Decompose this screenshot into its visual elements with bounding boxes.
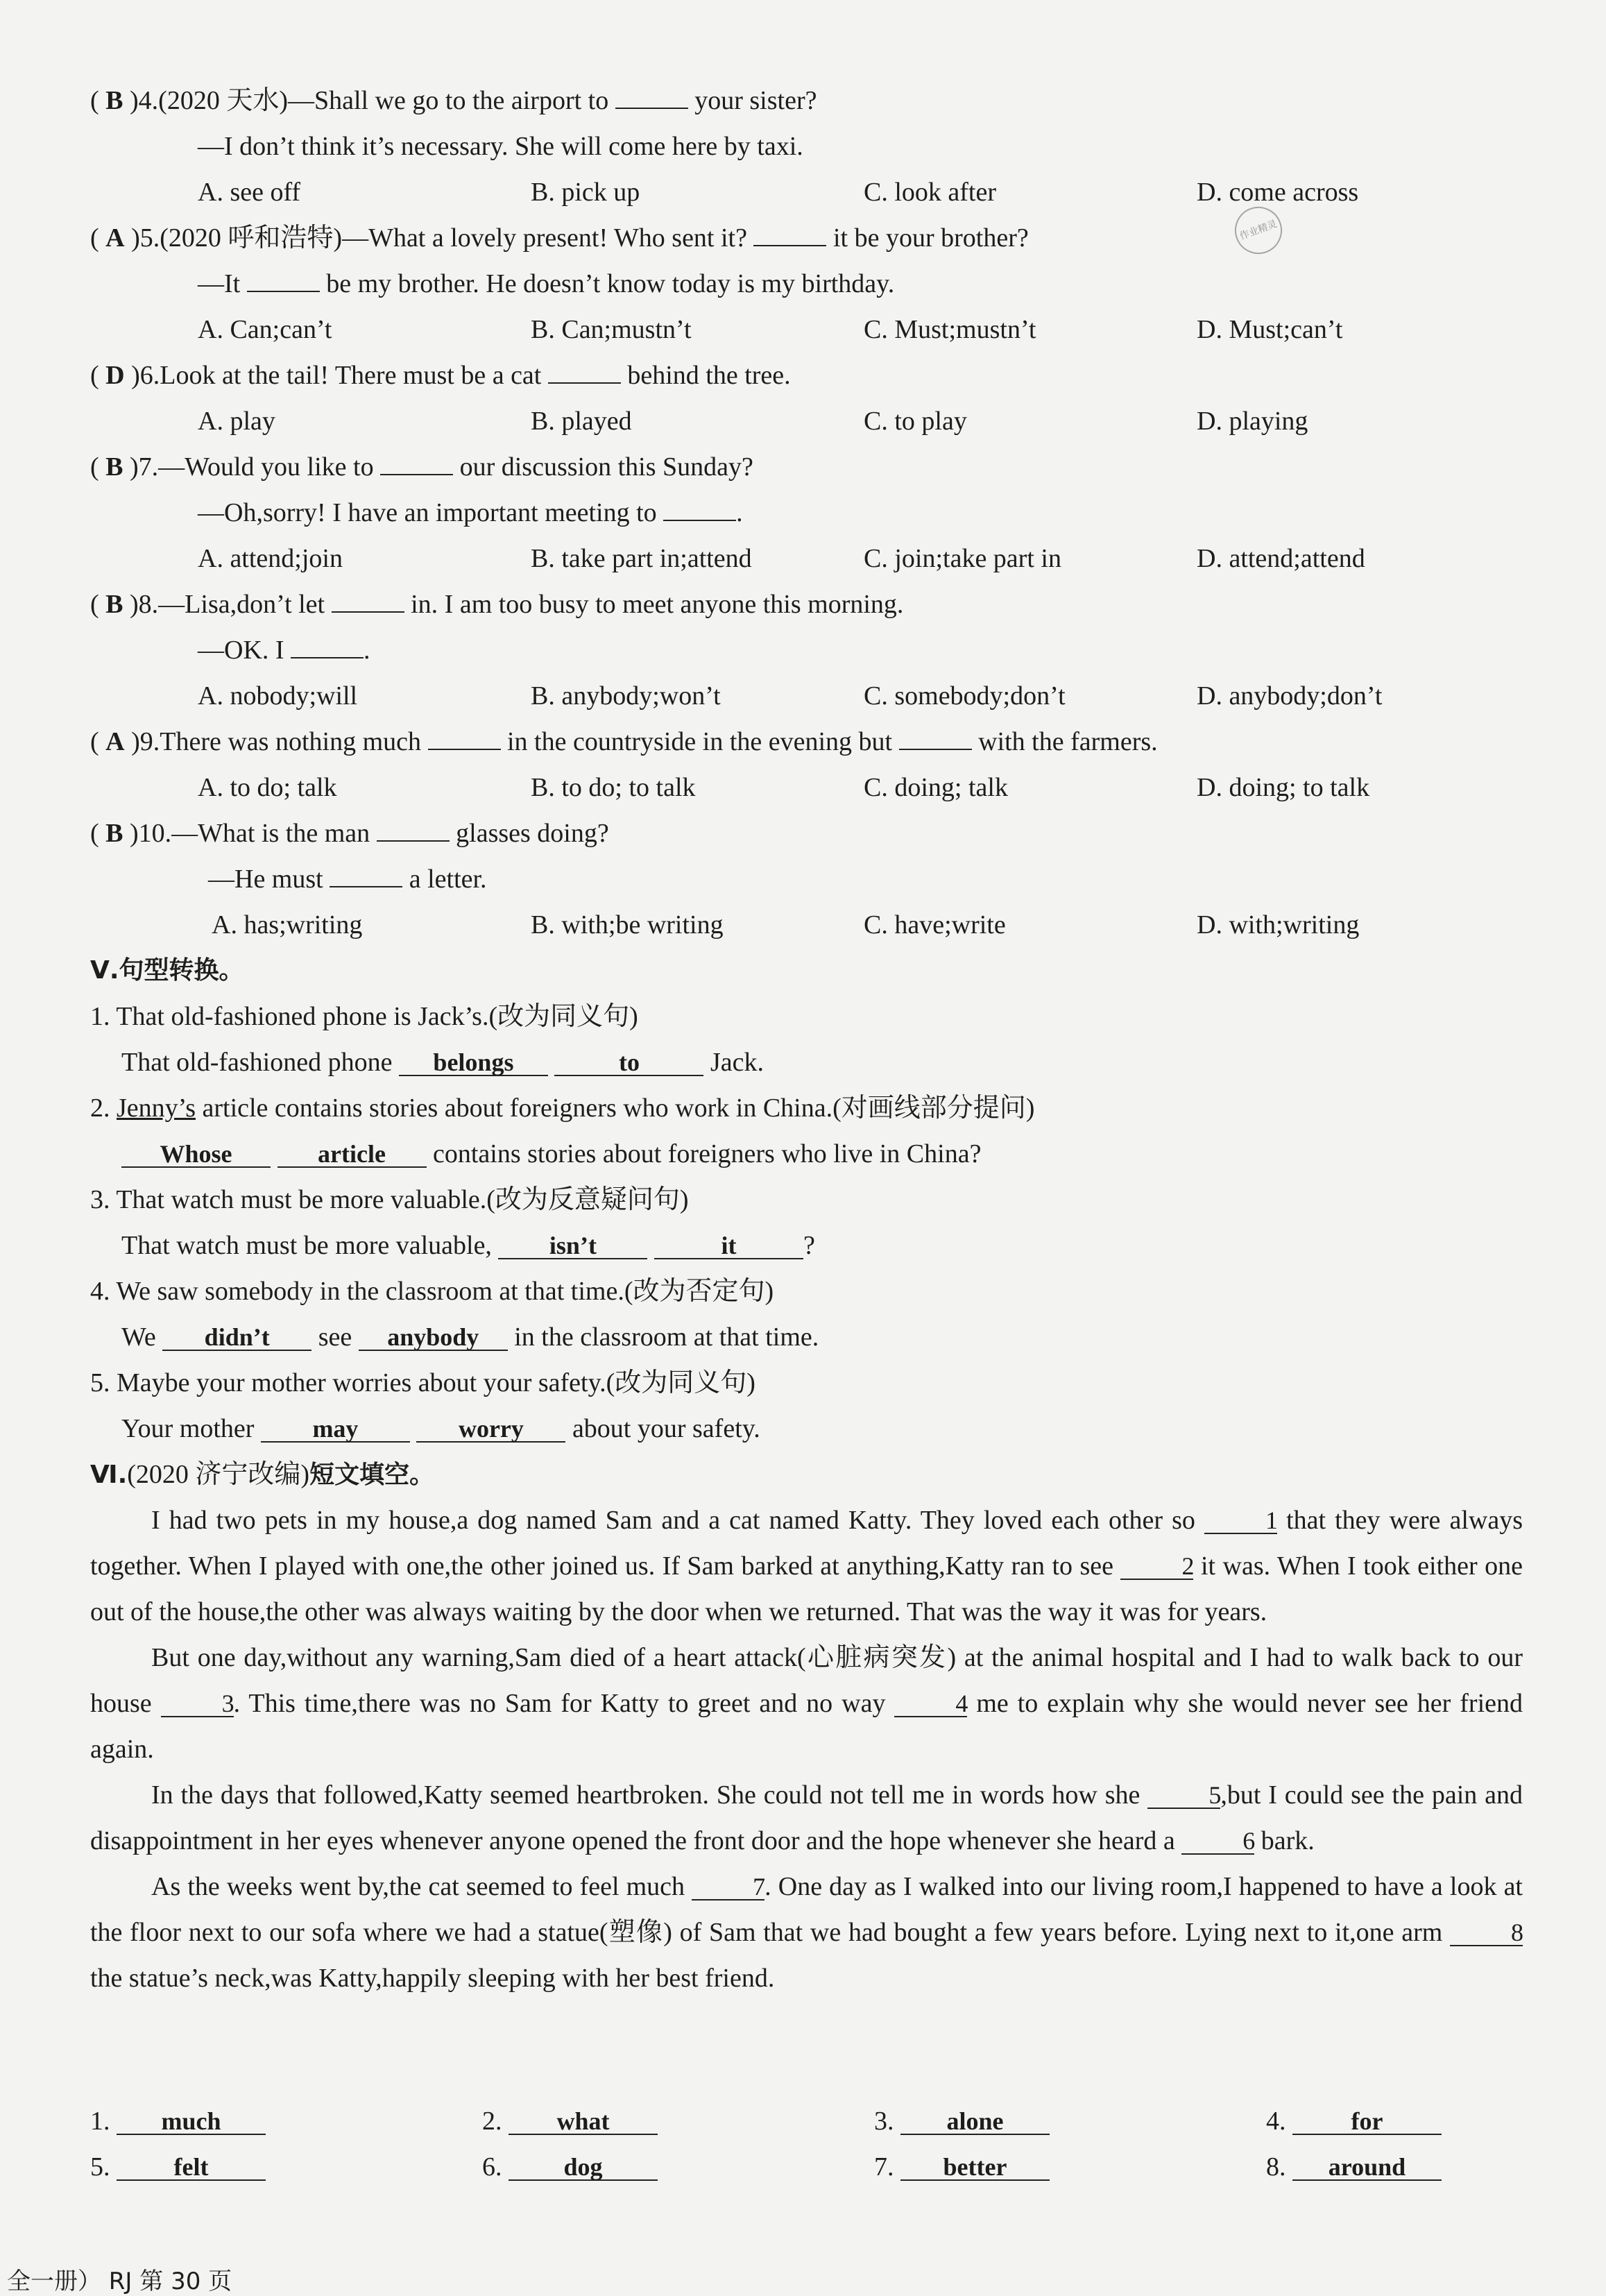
- answer-blank: for: [1292, 2106, 1442, 2135]
- question-10-options: [212, 902, 1523, 948]
- option-a: A. attend;join: [198, 544, 343, 573]
- answer-cell: 8. around: [1266, 2144, 1442, 2190]
- option-d: D. anybody;don’t: [1197, 681, 1383, 711]
- answer-blank: anybody: [359, 1322, 508, 1351]
- question-4: ( B )4.(2020 天水)—Shall we go to the airport to your sister?: [90, 78, 1523, 124]
- numbered-blank: 1: [1204, 1505, 1277, 1534]
- numbered-blank: 3: [161, 1688, 234, 1717]
- answers-row-2: [90, 2144, 1523, 2190]
- passage-paragraph: I had two pets in my house,a dog named Sam and a cat named Katty. They loved each other so 1 that they were always together. When I played with one,the other joined us. If Sam barked at anything,Katty ran to see 2 it was. When I took either one out of the house,the other was always waiting by the door when we returned. That was the way it was for years.: [90, 1506, 1523, 1626]
- question-10: ( B )10.—What is the man glasses doing?: [90, 810, 1523, 856]
- answer-cell: 5. felt: [90, 2144, 266, 2190]
- answer-blank: didn’t: [162, 1322, 311, 1351]
- question-7-options: [198, 536, 1523, 581]
- option-d: D. attend;attend: [1197, 544, 1365, 573]
- answer-cell: 1. much: [90, 2098, 266, 2144]
- answer-blank: alone: [900, 2106, 1050, 2135]
- option-a: A. has;writing: [212, 910, 363, 939]
- answer-blank: Whose: [121, 1139, 271, 1168]
- answer-blank: worry: [416, 1413, 565, 1443]
- question-4-options: [198, 169, 1523, 215]
- answer-letter: B: [105, 819, 123, 848]
- blank: [380, 446, 453, 475]
- option-c: C. doing; talk: [864, 773, 1008, 802]
- option-c: C. Must;mustn’t: [864, 315, 1036, 344]
- rewrite-1-answer: That old-fashioned phone belongs to Jack.: [121, 1048, 764, 1077]
- answer-blank: may: [261, 1413, 410, 1443]
- numbered-blank: 2: [1120, 1551, 1193, 1580]
- blank: [291, 629, 364, 658]
- answer-blank: it: [654, 1230, 803, 1259]
- underlined-phrase: Jenny’s: [117, 1094, 196, 1123]
- answer-blank: around: [1292, 2152, 1442, 2181]
- blank: [247, 263, 320, 292]
- numbered-blank: 7: [692, 1871, 764, 1900]
- option-b: B. anybody;won’t: [531, 681, 721, 711]
- answer-blank: isn’t: [498, 1230, 647, 1259]
- answer-letter: D: [105, 361, 125, 390]
- rewrite-4-question: 4. We saw somebody in the classroom at that time.(改为否定句): [90, 1277, 774, 1306]
- question-9: ( A )9.There was nothing much in the countryside in the evening but with the farmers.: [90, 719, 1523, 765]
- passage-paragraph: In the days that followed,Katty seemed heartbroken. She could not tell me in words how she 5,but I could see the pain and disappointment in her eyes whenever anyone opened the front door and the hope whenever she heard a 6 bark.: [90, 1780, 1523, 1855]
- option-b: B. take part in;attend: [531, 544, 752, 573]
- answer-blank: dog: [509, 2152, 658, 2181]
- blank: [332, 584, 404, 613]
- numbered-blank: 8: [1450, 1917, 1523, 1946]
- answer-blank: much: [117, 2106, 266, 2135]
- option-c: C. to play: [864, 407, 967, 436]
- answer-letter: B: [105, 590, 123, 619]
- answer-blank: better: [900, 2152, 1050, 2181]
- option-b: B. Can;mustn’t: [531, 315, 692, 344]
- rewrite-1-question: 1. That old-fashioned phone is Jack’s.(改为同义句): [90, 1002, 638, 1031]
- option-a: A. play: [198, 407, 275, 436]
- option-c: C. join;take part in: [864, 544, 1061, 573]
- answer-cell: 3. alone: [874, 2098, 1050, 2144]
- option-c: C. look after: [864, 178, 997, 207]
- answer-cell: 4. for: [1266, 2098, 1442, 2144]
- question-10-line2: —He must a letter.: [208, 856, 1523, 902]
- question-5-options: [198, 307, 1523, 352]
- option-a: A. Can;can’t: [198, 315, 332, 344]
- passage-paragraph: But one day,without any warning,Sam died of a heart attack(心脏病突发) at the animal hospital and I had to walk back to our house 3. This time,there was no Sam for Katty to greet and no way 4 me to explain why she would never see her friend again.: [90, 1643, 1523, 1764]
- question-6: ( D )6.Look at the tail! There must be a cat behind the tree.: [90, 352, 1523, 398]
- blank: [548, 355, 621, 384]
- option-d: D. Must;can’t: [1197, 315, 1343, 344]
- answer-cell: 7. better: [874, 2144, 1050, 2190]
- option-b: B. pick up: [531, 178, 640, 207]
- option-b: B. to do; to talk: [531, 773, 696, 802]
- blank: [428, 721, 501, 750]
- rewrite-2-answer: Whose article contains stories about foreigners who live in China?: [121, 1131, 1523, 1177]
- section-5-title: Ⅴ.句型转换。: [90, 956, 244, 985]
- answer-blank: what: [509, 2106, 658, 2135]
- rewrite-4-answer: We didn’t see anybody in the classroom at that time.: [121, 1323, 819, 1352]
- numbered-blank: 5: [1147, 1780, 1220, 1809]
- stamp-seal: 作业精灵: [1228, 200, 1288, 260]
- rewrite-3-question: 3. That watch must be more valuable.(改为反意疑问句): [90, 1185, 689, 1214]
- passage: [90, 1497, 1523, 2001]
- option-a: A. nobody;will: [198, 681, 358, 711]
- answer-cell: 6. dog: [482, 2144, 658, 2190]
- answer-letter: B: [105, 86, 123, 115]
- answers-row-1: [90, 2098, 1523, 2144]
- option-a: A. see off: [198, 178, 301, 207]
- blank: [663, 492, 736, 521]
- rewrite-5-answer: Your mother may worry about your safety.: [121, 1414, 760, 1443]
- question-9-options: [198, 765, 1523, 810]
- answer-letter: B: [105, 452, 123, 482]
- rewrite-3-answer: That watch must be more valuable, isn’t it ?: [121, 1231, 815, 1260]
- answer-cell: 2. what: [482, 2098, 658, 2144]
- option-d: D. playing: [1197, 407, 1308, 436]
- question-8: ( B )8.—Lisa,don’t let in. I am too busy to meet anyone this morning.: [90, 581, 1523, 627]
- numbered-blank: 4: [894, 1688, 967, 1717]
- page-footer: 全一册） RJ 第 30 页: [7, 2268, 232, 2295]
- blank: [330, 858, 402, 887]
- section-6-title: Ⅵ.(2020 济宁改编)短文填空。: [90, 1460, 435, 1489]
- answer-blank: article: [277, 1139, 427, 1168]
- option-d: D. with;writing: [1197, 910, 1360, 939]
- option-c: C. somebody;don’t: [864, 681, 1066, 711]
- blank: [753, 217, 826, 246]
- option-a: A. to do; talk: [198, 773, 337, 802]
- question-4-line2: —I don’t think it’s necessary. She will come here by taxi.: [198, 132, 803, 161]
- option-b: B. played: [531, 407, 632, 436]
- numbered-blank: 6: [1181, 1826, 1254, 1855]
- question-7-line2: —Oh,sorry! I have an important meeting to .: [198, 490, 1523, 536]
- passage-paragraph: As the weeks went by,the cat seemed to feel much 7. One day as I walked into our living room,I happened to have a look at the floor next to our sofa where we had a statue(塑像) of Sam that we had bought a few years before. Lying next to it,one arm 8 the statue’s neck,was Katty,happily sleeping with her best friend.: [90, 1872, 1524, 1993]
- blank: [899, 721, 972, 750]
- answer-blank: to: [554, 1047, 703, 1076]
- question-7: ( B )7.—Would you like to our discussion this Sunday?: [90, 444, 1523, 490]
- blank: [377, 813, 450, 842]
- question-6-options: [198, 398, 1523, 444]
- question-5-line2: —It be my brother. He doesn’t know today is my birthday.: [198, 261, 1523, 307]
- blank: [615, 80, 688, 109]
- question-5: ( A )5.(2020 呼和浩特)—What a lovely present! Who sent it? it be your brother?: [90, 215, 1523, 261]
- option-c: C. have;write: [864, 910, 1006, 939]
- answer-blank: belongs: [399, 1047, 548, 1076]
- answer-blank: felt: [117, 2152, 266, 2181]
- option-d: D. come across: [1197, 178, 1359, 207]
- answer-letter: A: [105, 727, 125, 756]
- option-b: B. with;be writing: [531, 910, 724, 939]
- rewrite-2-question: 2. Jenny’s article contains stories about foreigners who work in China.(对画线部分提问): [90, 1094, 1035, 1123]
- answer-letter: A: [105, 223, 125, 253]
- question-8-options: [198, 673, 1523, 719]
- rewrite-5-question: 5. Maybe your mother worries about your safety.(改为同义句): [90, 1368, 755, 1397]
- option-d: D. doing; to talk: [1197, 773, 1370, 802]
- question-8-line2: —OK. I .: [198, 627, 1523, 673]
